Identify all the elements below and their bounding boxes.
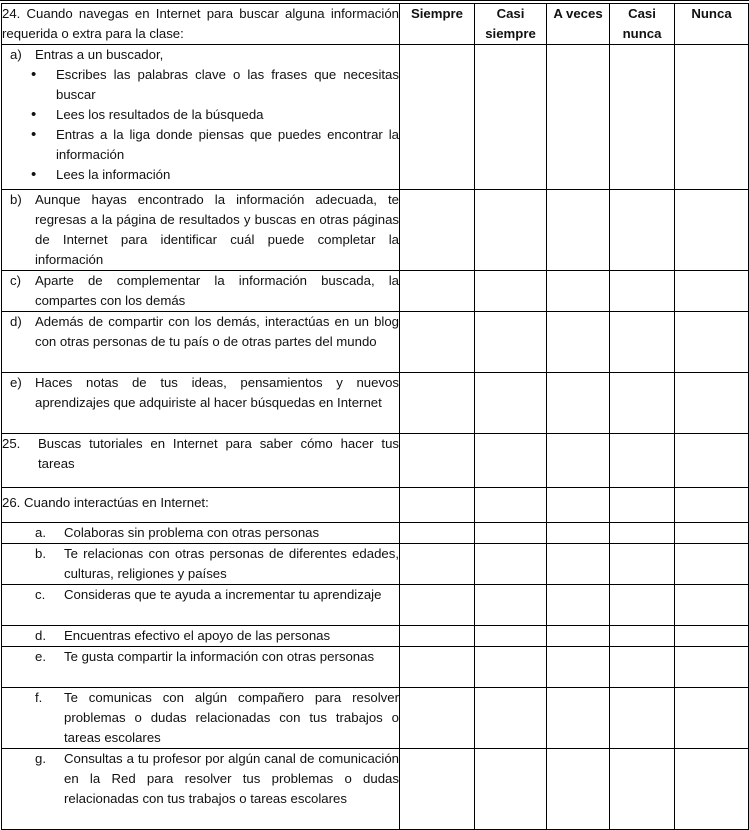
answer-cell-siempre[interactable] [400,434,475,488]
header-row [2,4,749,45]
item-text: Te gusta compartir la información con otras personas [64,649,375,664]
table-row [2,647,749,688]
answer-cell-siempre[interactable] [400,585,475,626]
answer-cell-casi-nunca[interactable] [610,271,675,312]
item-24a [2,45,400,190]
header-casi-siempre: Casi siempre [475,4,547,45]
answer-cell-casi-siempre[interactable] [475,488,547,523]
answer-cell-siempre[interactable] [400,190,475,271]
item-26d [2,626,400,647]
answer-cell-a-veces[interactable] [547,312,610,373]
answer-cell-nunca[interactable] [675,488,749,523]
item-text: Encuentras efectivo el apoyo de las personas [64,628,331,643]
answer-cell-casi-nunca[interactable] [610,647,675,688]
answer-cell-siempre[interactable] [400,312,475,373]
table-row [2,271,749,312]
answer-cell-a-veces[interactable] [547,523,610,544]
answer-cell-casi-nunca[interactable] [610,544,675,585]
answer-cell-siempre[interactable] [400,626,475,647]
answer-cell-casi-siempre[interactable] [475,749,547,830]
item-label: c) [10,273,21,288]
answer-cell-casi-nunca[interactable] [610,434,675,488]
answer-cell-casi-siempre[interactable] [475,585,547,626]
answer-cell-casi-siempre[interactable] [475,373,547,434]
item-text: Consideras que te ayuda a incrementar tu aprendizaje [64,587,382,602]
item-label: f. [35,690,43,705]
answer-cell-casi-nunca[interactable] [610,688,675,749]
top-border [0,0,749,1]
item-label: a. [35,525,46,540]
answer-cell-casi-siempre[interactable] [475,45,547,190]
item-24d [2,312,400,373]
answer-cell-casi-siempre[interactable] [475,626,547,647]
answer-cell-nunca[interactable] [675,688,749,749]
answer-cell-a-veces[interactable] [547,271,610,312]
item-text: Aunque hayas encontrado la información adecuada, te regresas a la página de resultados y buscas en otras páginas de Internet para identificar cuál puede completar la información [35,192,399,267]
answer-cell-a-veces[interactable] [547,488,610,523]
header-casi-nunca: Casi nunca [610,4,675,45]
item-26g [2,749,400,830]
answer-cell-nunca[interactable] [675,373,749,434]
item-label: e) [10,375,22,390]
answer-cell-a-veces[interactable] [547,45,610,190]
answer-cell-casi-nunca[interactable] [610,523,675,544]
answer-cell-casi-siempre[interactable] [475,271,547,312]
answer-cell-nunca[interactable] [675,647,749,688]
answer-cell-siempre[interactable] [400,45,475,190]
answer-cell-nunca[interactable] [675,544,749,585]
item-26f [2,688,400,749]
item-26a [2,523,400,544]
answer-cell-nunca[interactable] [675,749,749,830]
item-label: a) [10,47,22,62]
answer-cell-casi-nunca[interactable] [610,190,675,271]
answer-cell-siempre[interactable] [400,749,475,830]
answer-cell-casi-nunca[interactable] [610,312,675,373]
answer-cell-casi-siempre[interactable] [475,688,547,749]
item-26e [2,647,400,688]
item-text: Aparte de complementar la información buscada, la compartes con los demás [35,273,399,308]
answer-cell-casi-nunca[interactable] [610,45,675,190]
answer-cell-nunca[interactable] [675,190,749,271]
table-row [2,688,749,749]
table-row [2,373,749,434]
list-item: • Lees la información [56,165,399,185]
answer-cell-a-veces[interactable] [547,585,610,626]
answer-cell-nunca[interactable] [675,312,749,373]
answer-cell-casi-nunca[interactable] [610,585,675,626]
item-text: Colaboras sin problema con otras personas [64,525,320,540]
answer-cell-siempre[interactable] [400,647,475,688]
item-label: g. [35,751,46,766]
answer-cell-a-veces[interactable] [547,544,610,585]
answer-cell-nunca[interactable] [675,434,749,488]
answer-cell-siempre[interactable] [400,523,475,544]
item-24c [2,271,400,312]
table-row [2,45,749,190]
table-row [2,585,749,626]
item-label: d. [35,628,46,643]
answer-cell-casi-siempre[interactable] [475,544,547,585]
item-text: Haces notas de tus ideas, pensamientos y nuevos aprendizajes que adquiriste al hacer búsquedas en Internet [35,375,399,410]
item-26b [2,544,400,585]
answer-cell-siempre[interactable] [400,488,475,523]
item-24e [2,373,400,434]
table-row [2,523,749,544]
item-label: e. [35,649,46,664]
item-text: Además de compartir con los demás, interactúas en un blog con otras personas de tu país o de otras partes del mundo [35,314,399,349]
answer-cell-casi-siempre[interactable] [475,190,547,271]
item-text: Te comunicas con algún compañero para resolver problemas o dudas relacionadas con tus trabajos o tareas escolares [64,690,399,745]
answer-cell-a-veces[interactable] [547,626,610,647]
item-26c [2,585,400,626]
item-text: Te relacionas con otras personas de diferentes edades, culturas, religiones y países [64,546,399,581]
header-a-veces: A veces [547,4,610,45]
item-text: Buscas tutoriales en Internet para saber cómo hacer tus tareas [38,436,399,471]
answer-cell-casi-siempre[interactable] [475,523,547,544]
answer-cell-casi-siempre[interactable] [475,434,547,488]
answer-cell-nunca[interactable] [675,271,749,312]
answer-cell-nunca[interactable] [675,626,749,647]
answer-cell-a-veces[interactable] [547,647,610,688]
item-label: d) [10,314,22,329]
answer-cell-siempre[interactable] [400,271,475,312]
item-text: Consultas a tu profesor por algún canal de comunicación en la Red para resolver tus problemas o dudas relacionadas con tus trabajos o tareas escolares [64,751,399,806]
header-siempre: Siempre [400,4,475,45]
answer-cell-nunca[interactable] [675,45,749,190]
table-row [2,434,749,488]
list-item: • Entras a la liga donde piensas que puedes encontrar la información [56,125,399,165]
answer-cell-siempre[interactable] [400,688,475,749]
list-item: • Escribes las palabras clave o las frases que necesitas buscar [56,65,399,105]
answer-cell-casi-siempre[interactable] [475,647,547,688]
table-row [2,190,749,271]
table-row [2,749,749,830]
answer-cell-casi-nunca[interactable] [610,373,675,434]
item-label: c. [35,587,46,602]
table-row [2,626,749,647]
answer-cell-a-veces[interactable] [547,688,610,749]
answer-cell-casi-nunca[interactable] [610,488,675,523]
answer-cell-a-veces[interactable] [547,373,610,434]
answer-cell-casi-nunca[interactable] [610,749,675,830]
answer-cell-a-veces[interactable] [547,434,610,488]
item-24b [2,190,400,271]
answer-cell-casi-nunca[interactable] [610,626,675,647]
item-label: b. [35,546,46,561]
answer-cell-a-veces[interactable] [547,749,610,830]
table-row [2,312,749,373]
item-label: b) [10,192,22,207]
item-label: 25. [2,436,21,451]
question-24-intro: 24. Cuando navegas en Internet para buscar alguna información requerida o extra para la clase: [2,4,400,45]
answer-cell-nunca[interactable] [675,523,749,544]
bullet-list [2,65,399,185]
answer-cell-nunca[interactable] [675,585,749,626]
question-26-intro: 26. Cuando interactúas en Internet: [2,488,400,523]
item-text: Entras a un buscador, [35,47,164,62]
table-row [2,544,749,585]
list-item: • Lees los resultados de la búsqueda [56,105,399,125]
answer-cell-a-veces[interactable] [547,190,610,271]
survey-table [1,3,749,830]
answer-cell-siempre[interactable] [400,373,475,434]
question-25 [2,434,400,488]
answer-cell-casi-siempre[interactable] [475,312,547,373]
answer-cell-siempre[interactable] [400,544,475,585]
table-row [2,488,749,523]
header-nunca: Nunca [675,4,749,45]
